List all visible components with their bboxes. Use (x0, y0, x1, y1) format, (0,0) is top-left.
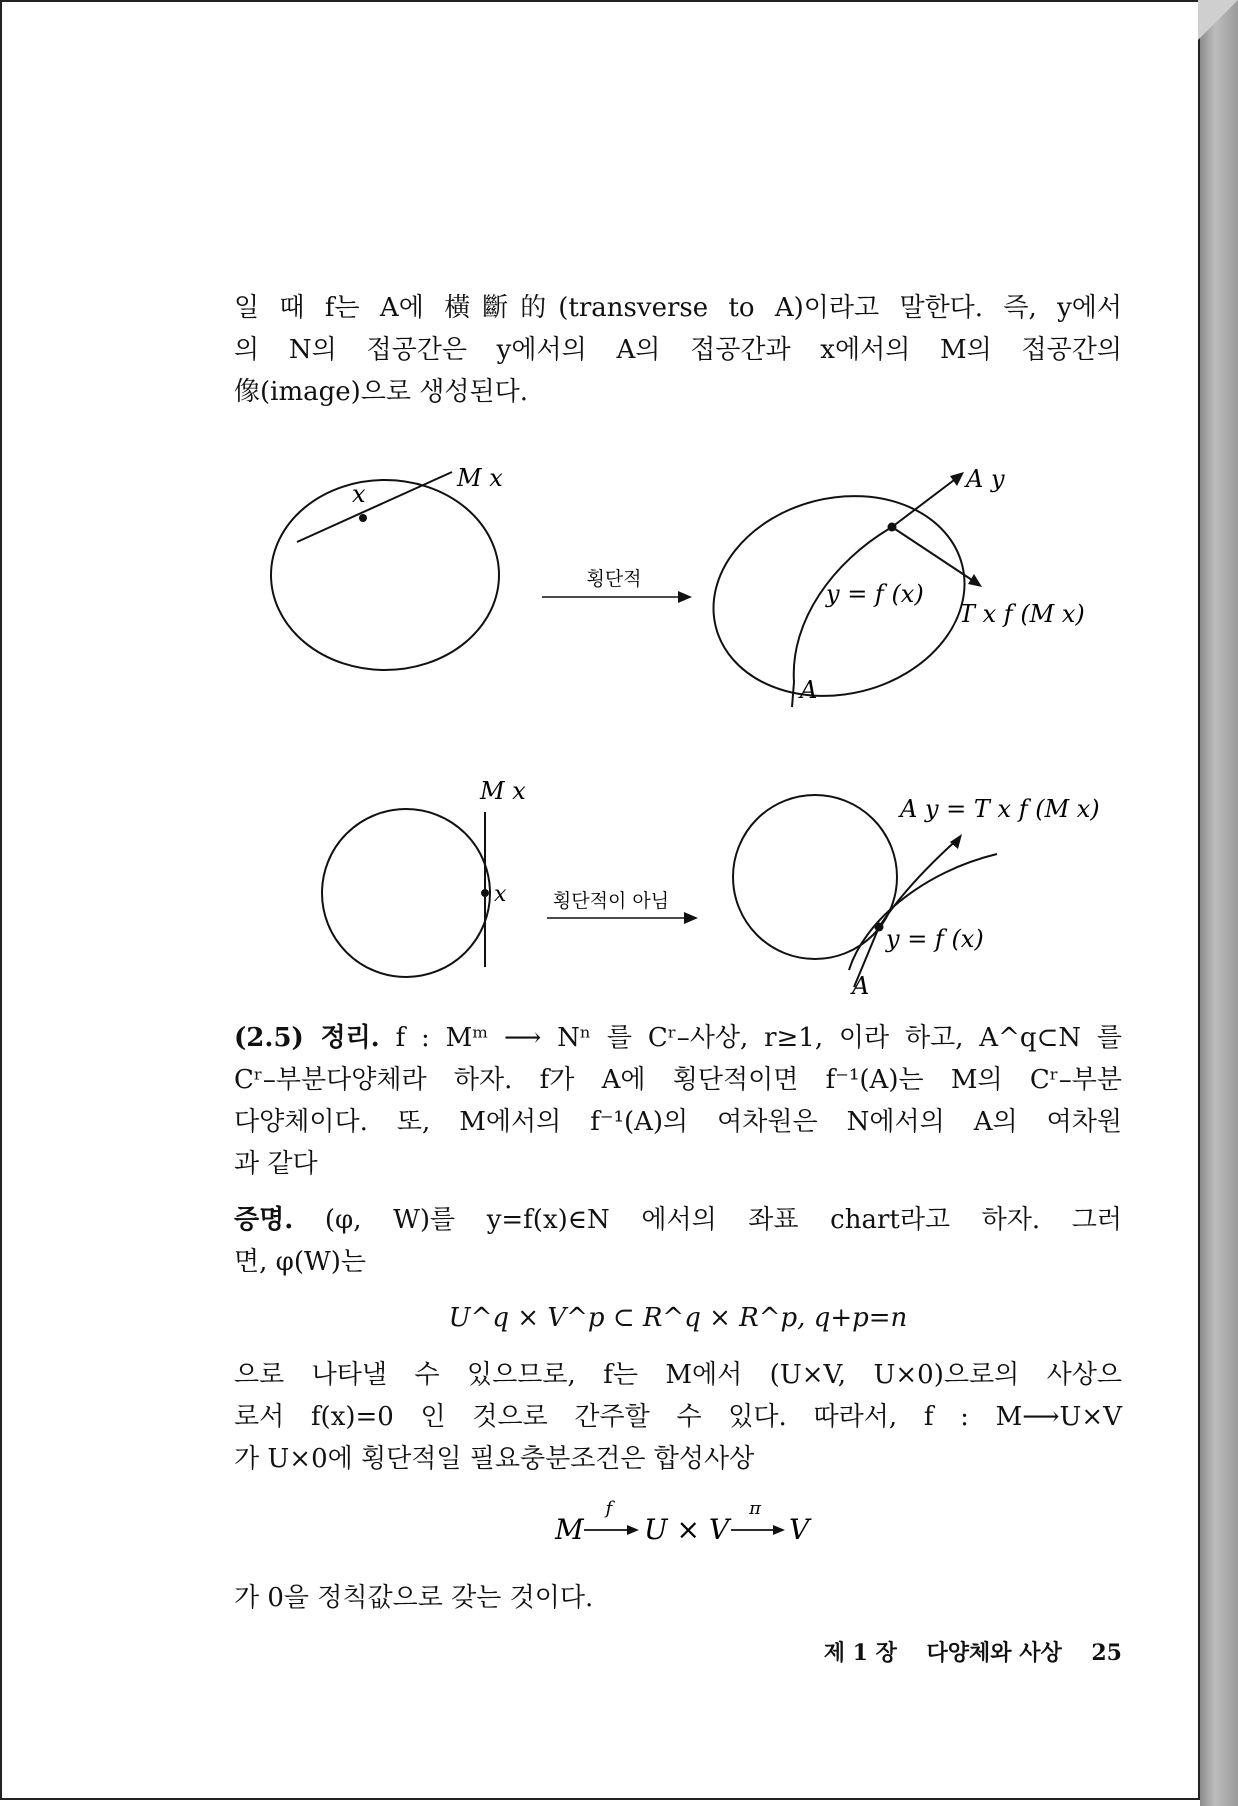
arrow-label-transverse: 횡단적 (586, 568, 642, 590)
label-x-2: x (494, 882, 507, 907)
page-number: 25 (1091, 1640, 1122, 1666)
label-ay: A y (966, 465, 1005, 493)
theorem-line-4: 과 같다 (234, 1149, 318, 1179)
proof-line-3: 으로 나타낼 수 있으므로, f는 M에서 (U×V, U×0)으로의 사상으 (234, 1360, 1122, 1390)
theorem-line-3: 다양체이다. 또, M에서의 f⁻¹(A)의 여차원은 N에서의 A의 여차원 (234, 1107, 1122, 1137)
label-x: x (352, 480, 366, 508)
footer-title: 다양체와 사상 (926, 1640, 1062, 1666)
label-txf-mx: T x f (M x) (959, 600, 1085, 628)
formula-v: V (789, 1513, 810, 1546)
label-mx-2: M x (480, 777, 526, 805)
map-arrow-pi-head-icon (773, 1525, 785, 1535)
proof-line-2: 면, φ(W)는 (234, 1247, 366, 1277)
intro-line-3: 像(image)으로 생성된다. (234, 377, 529, 407)
footer-chapter: 제 1 장 (823, 1640, 897, 1666)
proof-line-1-text: (φ, W)를 y=f(x)∈N 에서의 좌표 chart라고 하자. 그러 (324, 1205, 1123, 1235)
formula-pi-label: π (749, 1498, 761, 1519)
page-footer (762, 1636, 1122, 1667)
book-edge-corner (1198, 0, 1238, 40)
formula-m: M (555, 1513, 584, 1546)
map-arrow-f-head-icon (627, 1525, 639, 1535)
proof-line-4: 로서 f(x)=0 인 것으로 간주할 수 있다. 따라서, f : M⟶U×V (234, 1402, 1122, 1432)
label-a-top: A (800, 676, 818, 704)
proof-line-5: 가 U×0에 횡단적일 필요충분조건은 합성사상 (234, 1444, 755, 1474)
intro-line-1: 일 때 f는 A에 橫斷的(transverse to A)이라고 말한다. 즉, y에서 (234, 293, 1122, 323)
formula-f-label: f (605, 1498, 613, 1519)
formula-uxv: U × V (644, 1513, 730, 1546)
theorem-number: (2.5) 정리. (234, 1023, 380, 1053)
theorem-line-1-text: f : Mᵐ ⟶ Nⁿ 를 Cʳ–사상, r≥1, 이라 하고, A^q⊂N 를 (395, 1023, 1122, 1053)
formula-product: U^q × V^p ⊂ R^q × R^p, q+p=n (448, 1303, 908, 1333)
arrow-label-not-transverse: 횡단적이 아님 (552, 890, 670, 912)
proof-label: 증명. (234, 1205, 294, 1235)
label-y-fx: y = f (x) (826, 580, 924, 608)
book-edge (1200, 0, 1238, 1806)
label-a-bottom: A (852, 972, 870, 1000)
theorem-line-2: Cʳ–부분다양체라 하자. f가 A에 횡단적이면 f⁻¹(A)는 M의 Cʳ–부분 (234, 1065, 1122, 1095)
label-y-fx-2: y = f (x) (886, 925, 984, 953)
proof-last-line: 가 0을 정칙값으로 갖는 것이다. (234, 1583, 594, 1613)
label-ay-txf: A y = T x f (M x) (900, 795, 1100, 823)
label-mx: M x (457, 464, 503, 492)
intro-line-2: 의 N의 접공간은 y에서의 A의 접공간과 x에서의 M의 접공간의 (234, 335, 1122, 365)
formula-composite-map (2, 2, 1202, 1602)
